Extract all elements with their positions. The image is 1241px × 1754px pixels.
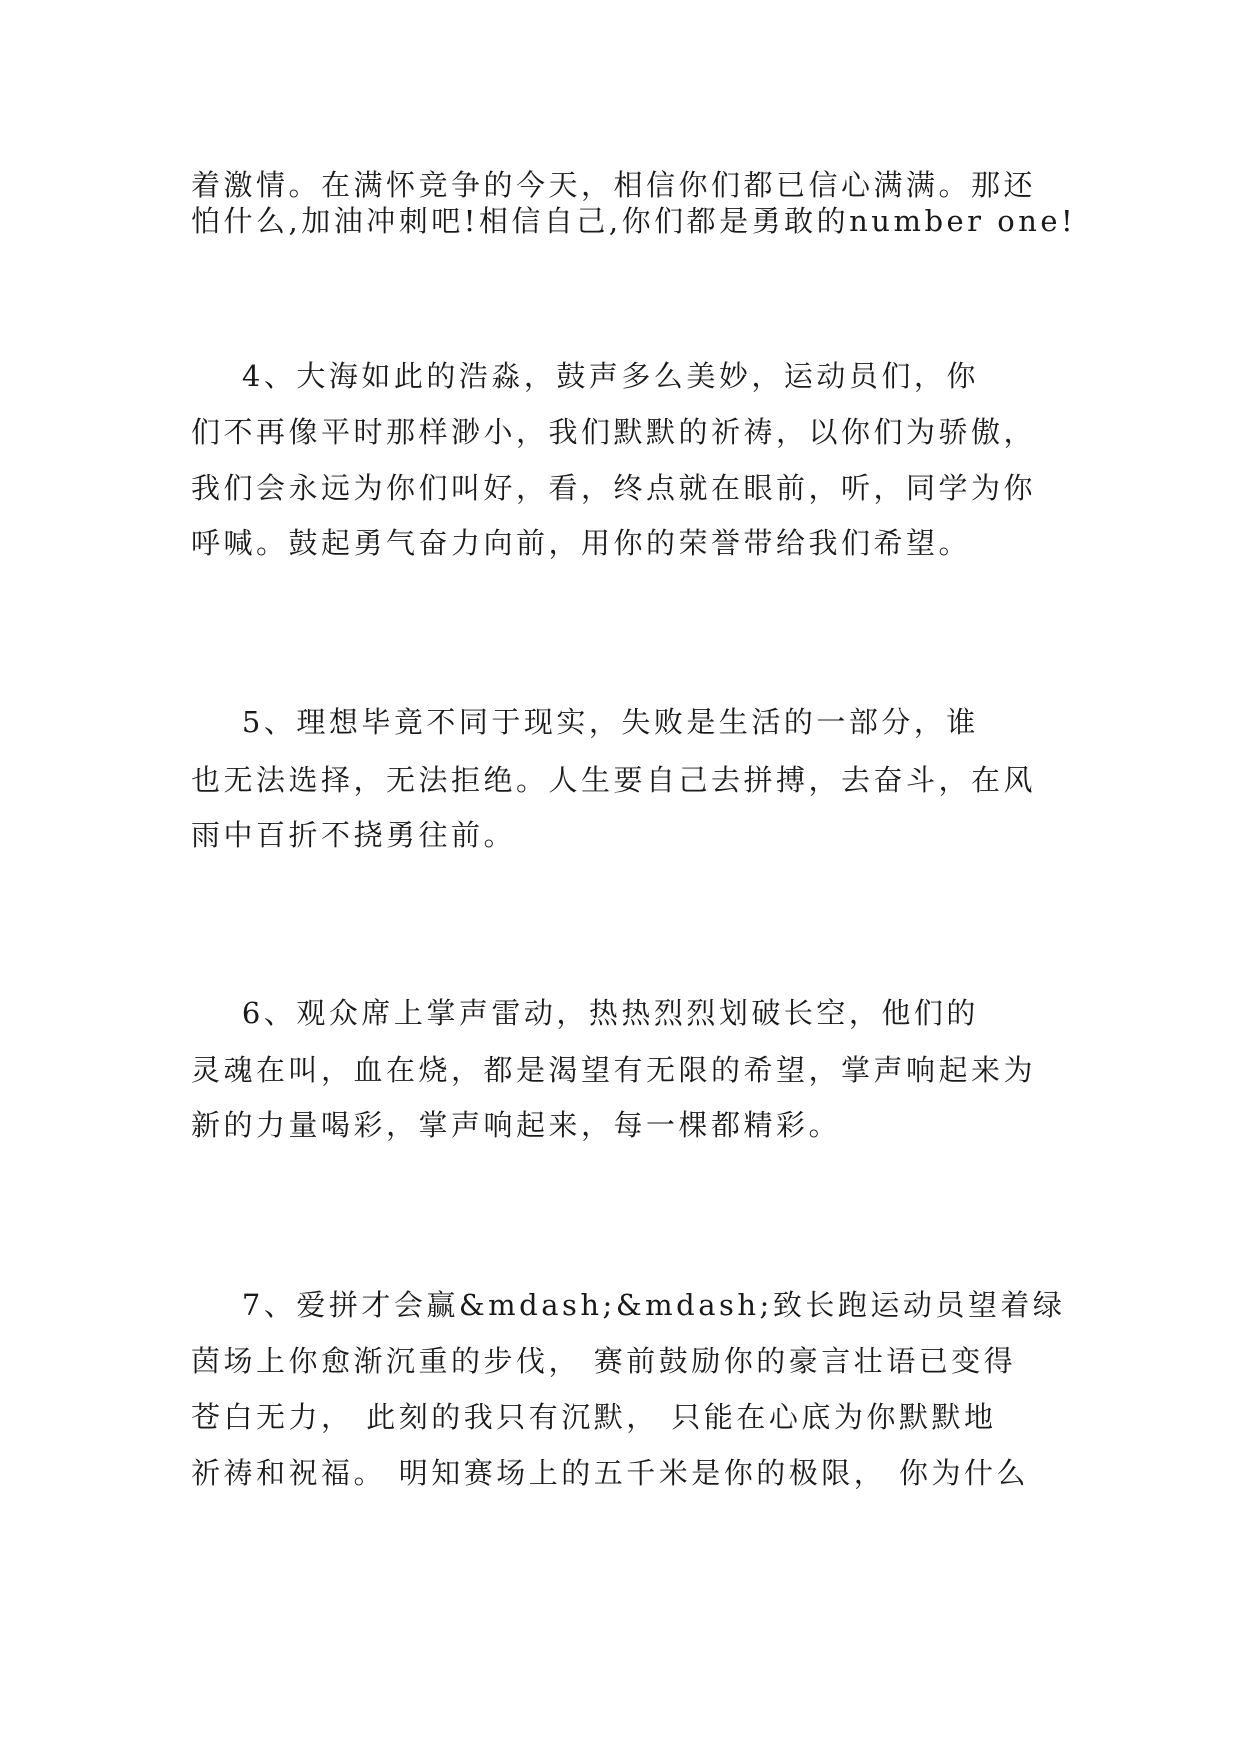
- text-line: 4、大海如此的浩淼，鼓声多么美妙，运动员们，你: [191, 359, 979, 393]
- text-line: 灵魂在叫，血在烧，都是渴望有无限的希望，掌声响起来为: [191, 1053, 1037, 1087]
- text-line: 苍白无力， 此刻的我只有沉默， 只能在心底为你默默地: [191, 1400, 997, 1434]
- text-line: 祈祷和祝福。 明知赛场上的五千米是你的极限， 你为什么: [191, 1456, 1029, 1490]
- text-line: 怕什么,加油冲刺吧!相信自己,你们都是勇敢的number one!: [191, 204, 1077, 238]
- text-line: 茵场上你愈渐沉重的步伐， 赛前鼓励你的豪言壮语已变得: [191, 1344, 1017, 1378]
- text-line: 们不再像平时那样渺小，我们默默的祈祷，以你们为骄傲，: [191, 415, 1037, 449]
- text-line: 我们会永远为你们叫好，看，终点就在眼前，听，同学为你: [191, 471, 1037, 505]
- text-line: 5、理想毕竟不同于现实，失败是生活的一部分，谁: [191, 705, 979, 739]
- text-line: 雨中百折不挠勇往前。: [191, 818, 517, 852]
- text-line: 7、爱拼才会赢&mdash;&mdash;致长跑运动员望着绿: [191, 1288, 1066, 1322]
- text-line: 6、观众席上掌声雷动，热热烈烈划破长空，他们的: [191, 996, 979, 1030]
- text-line: 也无法选择，无法拒绝。人生要自己去拼搏，去奋斗，在风: [191, 763, 1037, 797]
- text-line: 新的力量喝彩，掌声响起来，每一棵都精彩。: [191, 1108, 842, 1142]
- text-line: 呼喊。鼓起勇气奋力向前，用你的荣誉带给我们希望。: [191, 526, 972, 560]
- text-line: 着激情。在满怀竞争的今天，相信你们都已信心满满。那还: [191, 168, 1037, 202]
